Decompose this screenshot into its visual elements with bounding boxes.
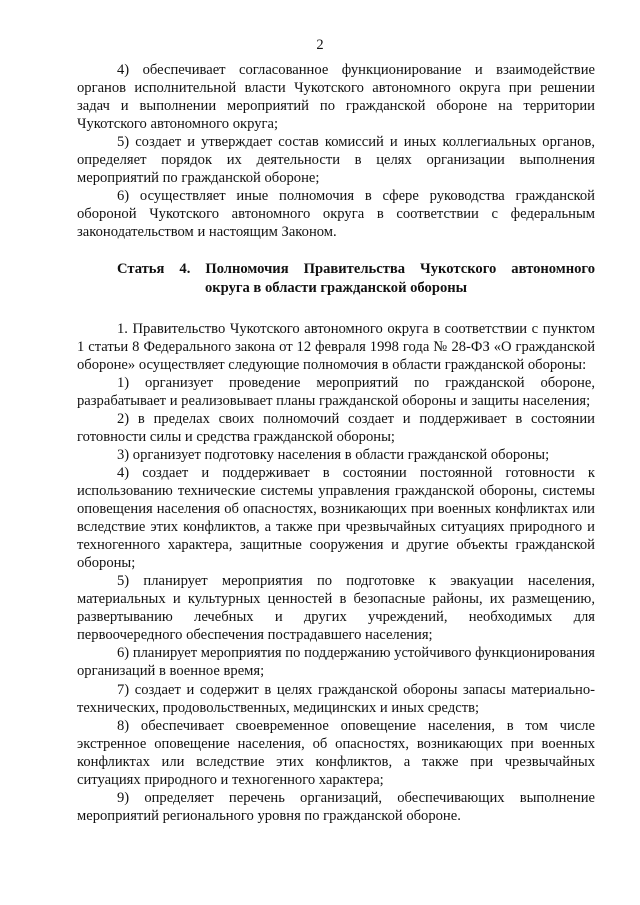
article-heading — [77, 260, 595, 296]
list-item-8: 8) обеспечивает своевременное оповещение населения, в том числе экстренное оповещение населения, об опасностях, возникающих при военных конфликтах или вследствие этих конфликтов, а также при чрезвычайных ситуациях природного и техногенного характера; — [77, 717, 595, 788]
intro-item-6: 6) осуществляет иные полномочия в сфере руководства гражданской обороной Чукотского автономного округа в соответствии с федеральным законодательством и настоящим Законом. — [77, 188, 595, 241]
list-item-5: 5) планирует мероприятия по подготовке к эвакуации населения, материальных и культурных ценностей в безопасные районы, их размещению, развертыванию лечебных и других учреждений, необходимых для первоочередного обеспечения пострадавшего населения; — [77, 573, 595, 644]
list-item-7: 7) создает и содержит в целях гражданской обороны запасы материально-технических, продовольственных, медицинских и иных средств; — [77, 681, 595, 716]
page-number: 2 — [316, 37, 324, 53]
list-item-6: 6) планирует мероприятия по поддержанию устойчивого функционирования организаций в военное время; — [77, 645, 595, 680]
article-title-line-2: округа в области гражданской обороны — [204, 279, 468, 296]
list-item-1: 1) организует проведение мероприятий по гражданской обороне, разрабатывает и реализовывает планы гражданской обороны и защиты населения; — [77, 374, 595, 409]
list-item-9: 9) определяет перечень организаций, обеспечивающих выполнение мероприятий регионального уровня по гражданской обороне. — [77, 789, 595, 824]
document-body — [77, 61, 595, 825]
list-item-3: 3) организует подготовку населения в области гражданской обороны; — [117, 446, 550, 463]
intro-item-5: 5) создает и утверждает состав комиссий и иных коллегиальных органов, определяет порядок их деятельности в целях организации выполнения мероприятий по гражданской обороне; — [77, 134, 595, 187]
list-item-2: 2) в пределах своих полномочий создает и поддерживает в состоянии готовности силы и средства гражданской обороны; — [77, 410, 595, 445]
list-item-4: 4) создает и поддерживает в состоянии постоянной готовности к использованию технические системы управления гражданской обороны, системы оповещения населения об опасностях, возникающих при военных конфликтах или вследствие этих конфликтов, а также при чрезвычайных ситуациях природного и техногенного характера, защитные сооружения и другие объекты гражданской обороны; — [77, 464, 595, 572]
article-title-line-1: Статья 4. Полномочия Правительства Чукотского автономного — [117, 261, 595, 278]
article-paragraph-1: 1. Правительство Чукотского автономного округа в соответствии с пунктом 1 статьи 8 Федерального закона от 12 февраля 1998 года № 28-ФЗ «О гражданской обороне» осуществляет следующие полномочия в области гражданской обороны: — [77, 320, 595, 373]
intro-item-4: 4) обеспечивает согласованное функционирование и взаимодействие органов исполнительной власти Чукотского автономного округа при решении задач и выполнении мероприятий по гражданской обороне на территории Чукотского автономного округа; — [77, 62, 595, 133]
